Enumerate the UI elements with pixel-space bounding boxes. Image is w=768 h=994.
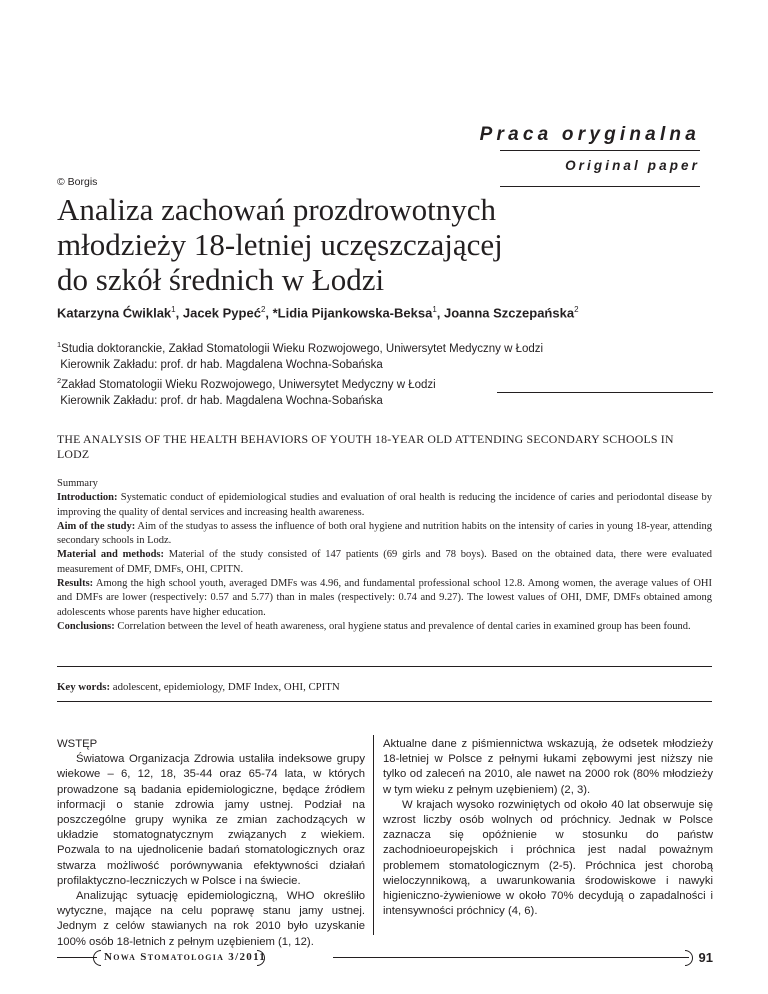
affiliations bbox=[57, 337, 543, 409]
author-list: Katarzyna Ćwiklak$^1$, Jacek Pypeć$^2$, *Lidia Pijankowska-Beksa$^1$, Joanna Szczepańska$^2$ bbox=[57, 305, 579, 321]
summary-label: Summary bbox=[57, 478, 98, 489]
paragraph-1: Światowa Organizacja Zdrowia ustaliła indeksowe grupy wiekowe – 6, 12, 18, 35-44 oraz 65-74 lata, w których prowadzone są badania epidemiologiczne, będące źródłem informacji o stanie zdrowia jamy ustnej. Podział na poszczególne grupy wynika ze zmian zachodzących w układzie stomatognatycznym związanych z wiekiem. Pozwala to na ujednolicenie badań stomatologicznych oraz stwarza możliwość porównywania efektywności działań profilaktyczno-leczniczych w Polsce i na świecie. bbox=[57, 753, 365, 887]
footer-page bbox=[333, 950, 713, 966]
journal-name: Nowa Stomatologia 3/2011 bbox=[104, 951, 267, 963]
footer-bracket-left bbox=[93, 950, 101, 966]
body-column-left bbox=[57, 737, 365, 950]
affil-line-3: Zakład Stomatologii Wieku Rozwojowego, Uniwersytet Medyczny w Łodzi bbox=[61, 379, 436, 392]
conclusions-label: Conclusions: bbox=[57, 620, 115, 632]
footer-journal bbox=[57, 950, 267, 966]
author-3: *Lidia Pijankowska-Beksa bbox=[272, 305, 433, 321]
affil-line-2: Kierownik Zakładu: prof. dr hab. Magdalena Wochna-Sobańska bbox=[60, 359, 383, 372]
keywords-rule-top bbox=[57, 666, 712, 667]
abstract bbox=[57, 477, 712, 634]
author-2: Jacek Pypeć bbox=[182, 305, 261, 321]
author-1-affil: 1 bbox=[171, 305, 176, 314]
keywords-text: adolescent, epidemiology, DMF Index, OHI, CPITN bbox=[112, 681, 340, 693]
intro-text: Systematic conduct of epidemiological studies and evaluation of oral health is reducing the incidence of caries and periodontal disease by improving the quality of dental services and increasing health awareness. bbox=[57, 492, 713, 518]
publisher: © Borgis bbox=[57, 176, 98, 188]
title-line-2: młodzieży 18-letniej uczęszczającej bbox=[57, 227, 503, 262]
english-title: THE ANALYSIS OF THE HEALTH BEHAVIORS OF YOUTH 18-YEAR OLD ATTENDING SECONDARY SCHOOLS IN LODZ bbox=[57, 432, 674, 461]
aim-label: Aim of the study: bbox=[57, 520, 136, 532]
keywords bbox=[57, 681, 340, 693]
keywords-label: Key words: bbox=[57, 681, 111, 693]
abstract-methods bbox=[57, 548, 712, 577]
body-column-right bbox=[383, 737, 713, 919]
author-4: Joanna Szczepańska bbox=[444, 305, 575, 321]
abstract-conclusions bbox=[57, 620, 712, 634]
title-line-1: Analiza zachowań prozdrowotnych bbox=[57, 192, 496, 227]
article-title bbox=[57, 192, 617, 297]
author-2-affil: 2 bbox=[260, 305, 266, 314]
paragraph-3: Aktualne dane z piśmiennictwa wskazują, że odsetek młodzieży 18-letniej w Polsce z pełnymi łukami zębowymi jest niższy nie tylko od zaleceń na 2010, ale nawet na 2000 rok (80% młodzieży w tym wieku z pełnym uzębieniem) (2, 3). bbox=[383, 738, 713, 796]
author-1: Katarzyna Ćwiklak bbox=[57, 305, 172, 321]
article-type-pl: Praca oryginalna bbox=[479, 124, 700, 145]
affil-marker-2: 2 bbox=[57, 376, 62, 386]
results-label: Results: bbox=[57, 578, 94, 590]
title-line-3: do szkół średnich w Łodzi bbox=[57, 262, 385, 297]
section-heading: WSTĘP bbox=[57, 738, 98, 750]
methods-label: Material and methods: bbox=[57, 549, 164, 561]
header-rule bbox=[500, 186, 700, 187]
conclusions-text: Correlation between the level of heath awareness, oral hygiene status and prevalence of dental caries in examined group has been found. bbox=[117, 620, 691, 632]
aim-text: Aim of the studyas to assess the influence of both oral hygiene and nutrition habits on the intensity of caries in young 18-year, attending secondary schools in Lodz. bbox=[57, 520, 712, 547]
intro-label: Introduction: bbox=[57, 492, 118, 504]
results-text: Among the high school youth, averaged DMFs was 4.96, and fundamental professional school 12.8. Among women, the average values of OHI and DMFs are lower (respectively: 0.57 and 5.77) than in males (respectively: 0.74 and 9.27). The lowest values of OHI, DMF, DMFs obtained among adolescents whose parents have higher education. bbox=[57, 578, 712, 618]
column-divider bbox=[373, 735, 374, 935]
author-4-affil: 2 bbox=[574, 305, 579, 314]
affil-line-4: Kierownik Zakładu: prof. dr hab. Magdalena Wochna-Sobańska bbox=[60, 395, 383, 408]
affil-line-1: Studia doktoranckie, Zakład Stomatologii Wieku Rozwojowego, Uniwersytet Medyczny w Łodzi bbox=[61, 342, 544, 355]
abstract-aim bbox=[57, 520, 712, 549]
paragraph-2: Analizując sytuację epidemiologiczną, WHO określiło wytyczne, mające na celu poprawę stanu jamy ustnej. Jednym z celów stawianych na rok 2010 było uzyskanie 100% osób 18-letnich z pełnym uzębieniem (1, 12). bbox=[57, 890, 365, 948]
footer-line-left bbox=[57, 957, 97, 958]
page-number: 91 bbox=[698, 950, 713, 965]
paragraph-4: W krajach wysoko rozwiniętych od około 40 lat obserwuje się wzrost liczby osób wolnych od próchnicy. Jednak w Polsce zaznacza się opóźnienie w stosunku do państw zachodnioeuropejskich i próchnica jest nadal poważnym problemem stomatologicznym (2-5). Próchnica jest chorobą wieloczynnikową, a uwarunkowania środowiskowe i nawyki higieniczno-żywieniowe w około 70% decydują o zapadalności i intensywności próchnicy (4, 6). bbox=[383, 798, 713, 918]
article-type-en: Original paper bbox=[565, 158, 700, 173]
author-3-affil: 1 bbox=[432, 305, 437, 314]
methods-text: Material of the study consisted of 147 patients (69 girls and 78 boys). Based on the obtained data, there were evaluated measurement of DMF, DMFs, OHI, CPITN. bbox=[57, 549, 712, 575]
abstract-results bbox=[57, 577, 712, 620]
footer-page-bracket bbox=[685, 950, 693, 966]
article-type-en-box bbox=[500, 150, 700, 175]
affil-marker-1: 1 bbox=[57, 340, 62, 349]
affiliation-rule bbox=[497, 392, 713, 393]
abstract-introduction bbox=[57, 491, 712, 520]
keywords-rule-bottom bbox=[57, 701, 712, 702]
footer-line-right bbox=[333, 957, 689, 958]
